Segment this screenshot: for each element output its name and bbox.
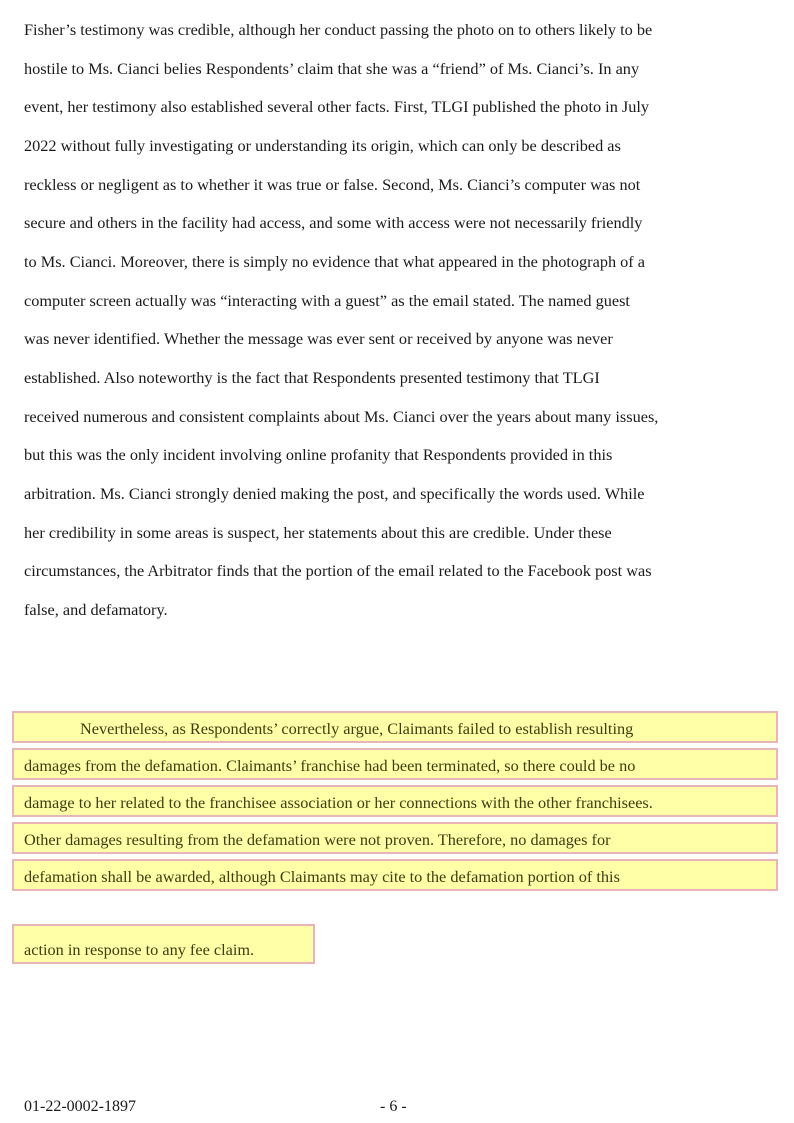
text-line: reckless or negligent as to whether it was true or false. Second, Ms. Cianci’s computer was not (24, 175, 641, 194)
text-line: her credibility in some areas is suspect, her statements about this are credible. Under these (24, 523, 612, 542)
text-line: computer screen actually was “interacting with a guest” as the email stated. The named guest (24, 291, 630, 310)
text-line: to Ms. Cianci. Moreover, there is simply no evidence that what appeared in the photograph of a (24, 252, 646, 271)
case-number: 01-22-0002-1897 (24, 1098, 136, 1115)
text-line: Fisher’s testimony was credible, although her conduct passing the photo on to others likely to be (24, 20, 653, 39)
highlighted-text-line: action in response to any fee claim. (24, 940, 255, 959)
highlighted-text-line: Other damages resulting from the defamation were not proven. Therefore, no damages for (24, 830, 611, 849)
text-line: received numerous and consistent complaints about Ms. Cianci over the years about many issues, (24, 407, 659, 426)
highlight-box (12, 859, 778, 891)
page-number: - 6 - (380, 1098, 407, 1115)
text-line: secure and others in the facility had access, and some with access were not necessarily friendly (24, 213, 643, 232)
text-line: circumstances, the Arbitrator finds that the portion of the email related to the Facebook post was (24, 561, 652, 580)
text-line: false, and defamatory. (24, 600, 168, 619)
highlight-box (12, 924, 315, 964)
text-line: hostile to Ms. Cianci belies Respondents’ claim that she was a “friend” of Ms. Cianci’s. In any (24, 59, 640, 78)
highlighted-text-line: Nevertheless, as Respondents’ correctly argue, Claimants failed to establish resulting (80, 719, 634, 738)
text-line: established. Also noteworthy is the fact that Respondents presented testimony that TLGI (24, 368, 600, 387)
text-line: arbitration. Ms. Cianci strongly denied making the post, and specifically the words used. While (24, 484, 645, 503)
highlighted-text-line: defamation shall be awarded, although Claimants may cite to the defamation portion of this (24, 867, 620, 886)
text-line: was never identified. Whether the message was ever sent or received by anyone was never (24, 329, 613, 348)
text-line: event, her testimony also established several other facts. First, TLGI published the photo in July (24, 97, 650, 116)
highlight-box (12, 748, 778, 780)
highlighted-text-line: damages from the defamation. Claimants’ franchise had been terminated, so there could be no (24, 756, 636, 775)
highlight-box (12, 711, 778, 743)
text-line: but this was the only incident involving online profanity that Respondents provided in this (24, 445, 613, 464)
highlight-box (12, 822, 778, 854)
text-line: 2022 without fully investigating or understanding its origin, which can only be described as (24, 136, 621, 155)
highlight-box (12, 785, 778, 817)
highlighted-text-line: damage to her related to the franchisee association or her connections with the other franchisees. (24, 793, 653, 812)
